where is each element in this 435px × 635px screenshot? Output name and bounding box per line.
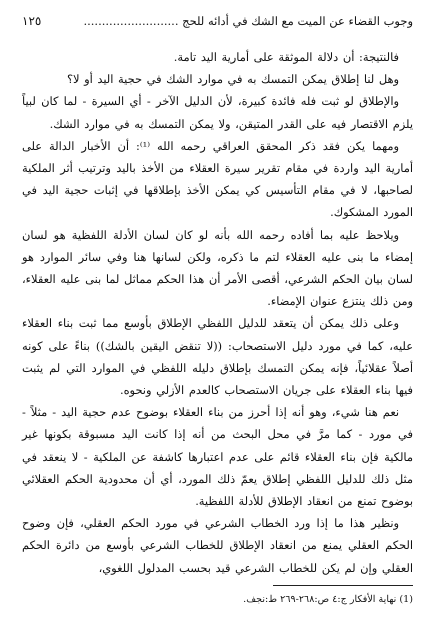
paragraph: وعلى ذلك يمكن أن يتعقد للدليل اللفظي الإطلاق بأوسع مما ثبت بناء العقلاء عليه، كما في مورد دليل الاستصحاب: ((لا تنقض اليقين بالشك)) بناءً على كونه أصلاً عقلائياً، فإنه يمكن التمسك بإطلاق دليله اللفظي في الموارد التي لم يثبت فيها بناء العقلاء على جريان الاستصحاب كالعدم الأزلي ونحوه. [22, 316, 413, 398]
paragraph: فالنتيجة: أن دلالة الموثقة على أمارية اليد تامة. [173, 50, 399, 64]
paragraph: ومهما يكن فقد ذكر المحقق العراقي رحمه الله ⁽¹⁾: أن الأخبار الدالة على أمارية اليد واردة في مقام تقرير سيرة العقلاء من الأخذ باليد وترتيب أثر الملكية لصاحبها، لا في مقام التأسيس كي يمكن الأخذ بإطلاقها في إثبات حجية اليد في المورد المشكوك. [22, 138, 413, 220]
paragraph: ونظير هذا ما إذا ورد الخطاب الشرعي في مورد الحكم العقلي، فإن وضوح الحكم العقلي يمنع من انعقاد الإطلاق للخطاب الشرعي بأوسع من دائرة الحكم العقلي وإن لم يكن للخطاب الشرعي قيد بحسب المدلول اللغوي، [22, 516, 413, 575]
paragraph: نعم هنا شيء، وهو أنه إذا أحرز من بناء العقلاء بوضوح عدم حجية اليد - مثلاً - في مورد - كما مرَّ في محل البحث من أنه إذا كانت اليد مسبوقة بكونها غير مالكية فإن بناء العقلاء قائم على عدم اعتبارها كاشفة عن الملكية - لا ينعقد في مثل ذلك للدليل اللفظي إطلاق يعمّ ذلك المورد، أي أن محدودية الحكم العقلائي بوضوح تمنع من انعقاد الإطلاق للأدلة اللفظية. [22, 405, 413, 509]
footnote-divider [273, 585, 413, 586]
paragraph: وهل لنا إطلاق يمكن التمسك به في موارد الشك في حجية اليد أو لا؟ [66, 72, 399, 87]
body-text [22, 46, 413, 579]
paragraph: والإطلاق لو ثبت فله فائدة كبيرة، لأن الدليل الآخر - أي السيرة - لما كان لبياً يلزم الاقتصار فيه على القدر المتيقن، ولا يمكن التمسك به في موارد الشك. [22, 94, 413, 131]
paragraph: ويلاحظ عليه بما أفاده رحمه الله بأنه لو كان لسان الأدلة اللفظية هو لسان إمضاء ما بنى عليه العقلاء لتم ما ذكره، ولكن لسانها هنا وفي سائر الموارد هو لسان بيان الحكم الشرعي، أقصى الأمر أن هذا الحكم مماثل لما بنى عليه العقلاء، ومن ذلك ينتزع عنوان الإمضاء. [22, 227, 413, 309]
page-number: ١٢٥ [22, 14, 42, 28]
footnote: (1) نهاية الأفكار ج:٤ ص:٢٦٨-٢٦٩ ط:نجف. [243, 594, 413, 605]
page-header [22, 14, 413, 36]
running-title: وجوب القضاء عن الميت مع الشك في أدائه للحج .......................... [83, 14, 413, 28]
